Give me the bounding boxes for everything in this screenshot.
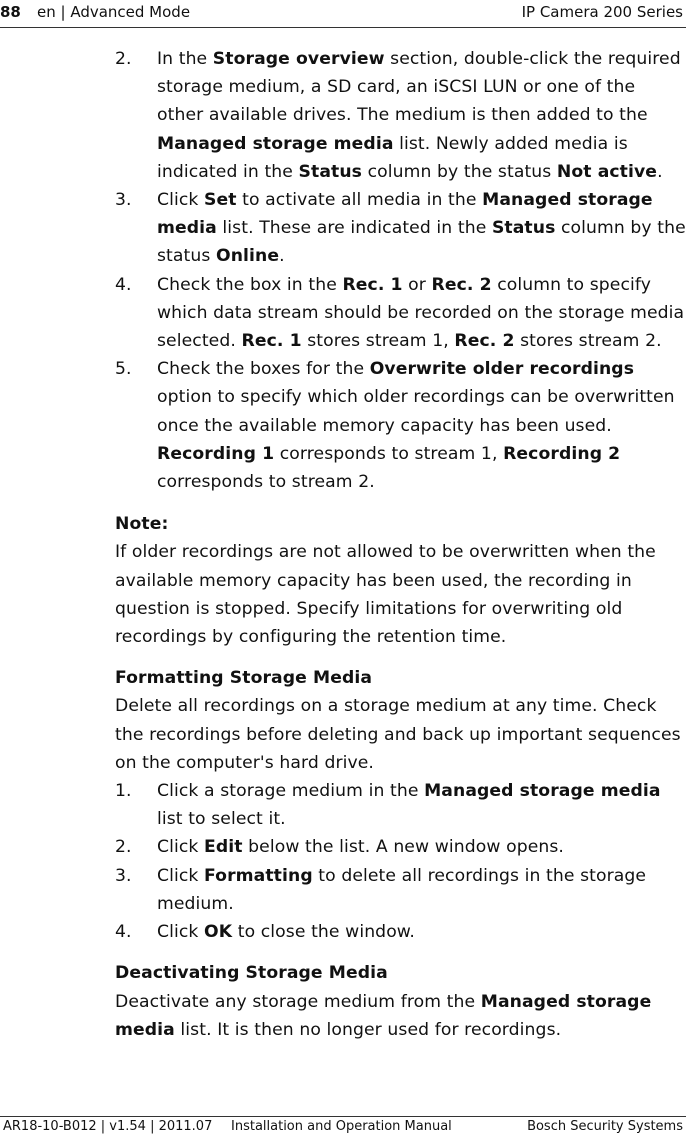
ui-term: Rec. 2 (431, 274, 492, 295)
ui-term: Status (491, 218, 556, 239)
list-item: 3. Click Set to activate all media in the Managed storage media list. These are indicated in the Status column by the status Online. (115, 186, 686, 271)
ui-term: Set (204, 190, 237, 211)
ui-term: Rec. 2 (454, 331, 515, 352)
section-intro: Delete all recordings on a storage medium at any time. Check the recordings before deleting and back up important sequences on the computer's hard drive. (115, 696, 681, 773)
storage-steps-list (115, 45, 686, 496)
page-footer (0, 1116, 686, 1136)
ui-term: Managed storage media (424, 781, 661, 802)
section-label: en | Advanced Mode (37, 3, 191, 21)
ui-term: Managed storage media (157, 133, 394, 154)
page-content (115, 45, 686, 1044)
company-name: Bosch Security Systems (527, 1119, 683, 1134)
ui-term: Overwrite older recordings (369, 359, 635, 380)
section-body: Deactivate any storage medium from the Managed storage media list. It is then no longer used for recordings. (115, 991, 652, 1040)
ui-term: Managed storage media (157, 190, 653, 239)
step-number: 4. (115, 922, 132, 943)
ui-term: OK (204, 922, 233, 943)
ui-term: Storage overview (212, 49, 385, 69)
list-item: 1. Click a storage medium in the Managed storage media list to select it. (115, 777, 686, 833)
step-number: 3. (115, 865, 132, 886)
page-header (0, 0, 686, 28)
ui-term: Online (215, 246, 280, 267)
note-block (115, 510, 686, 651)
document-reference: AR18-10-B012 | v1.54 | 2011.07 (3, 1119, 213, 1134)
deactivating-section (115, 959, 686, 1044)
formatting-section (115, 664, 686, 946)
step-number: 3. (115, 190, 132, 211)
ui-term: Recording 1 (157, 443, 275, 464)
section-heading: Deactivating Storage Media (115, 963, 388, 984)
ui-term: Rec. 1 (241, 331, 302, 352)
ui-term: Recording 2 (503, 443, 621, 464)
step-number: 4. (115, 274, 132, 295)
step-number: 5. (115, 359, 132, 380)
ui-term: Edit (204, 837, 243, 858)
list-item: 3. Click Formatting to delete all recordings in the storage medium. (115, 862, 686, 918)
list-item: 2. Click Edit below the list. A new window opens. (115, 833, 686, 861)
list-item: 4. Check the box in the Rec. 1 or Rec. 2 column to specify which data stream should be recorded on the storage media selected. Rec. 1 stores stream 1, Rec. 2 stores stream 2. (115, 271, 686, 356)
ui-term: Rec. 1 (342, 274, 403, 295)
product-series: IP Camera 200 Series (521, 3, 683, 21)
ui-term: Status (298, 161, 363, 182)
list-item: 5. Check the boxes for the Overwrite older recordings option to specify which older recordings can be overwritten once the available memory capacity has been used. Recording 1 corresponds to stream 1, Recording 2 corresponds to stream 2. (115, 355, 686, 496)
formatting-steps-list (115, 777, 686, 946)
note-text: If older recordings are not allowed to be overwritten when the available memory capacity has been used, the recording in question is stopped. Specify limitations for overwriting old recordings by configuring the retention time. (115, 542, 656, 648)
step-number: 2. (115, 837, 132, 858)
section-heading: Formatting Storage Media (115, 668, 373, 689)
step-number: 2. (115, 49, 132, 69)
note-label: Note: (115, 514, 169, 535)
step-number: 1. (115, 781, 132, 802)
manual-title: Installation and Operation Manual (231, 1119, 452, 1134)
list-item: 4. Click OK to close the window. (115, 918, 686, 946)
list-item: 2. In the Storage overview section, double-click the required storage medium, a SD card, an iSCSI LUN or one of the other available drives. The medium is then added to the Managed storage media list. Newly added media is indicated in the Status column by the status Not active. (115, 45, 686, 186)
ui-term: Managed storage media (115, 991, 652, 1040)
ui-term: Formatting (204, 865, 313, 886)
page-number: 88 (0, 3, 21, 21)
ui-term: Not active (556, 161, 658, 182)
